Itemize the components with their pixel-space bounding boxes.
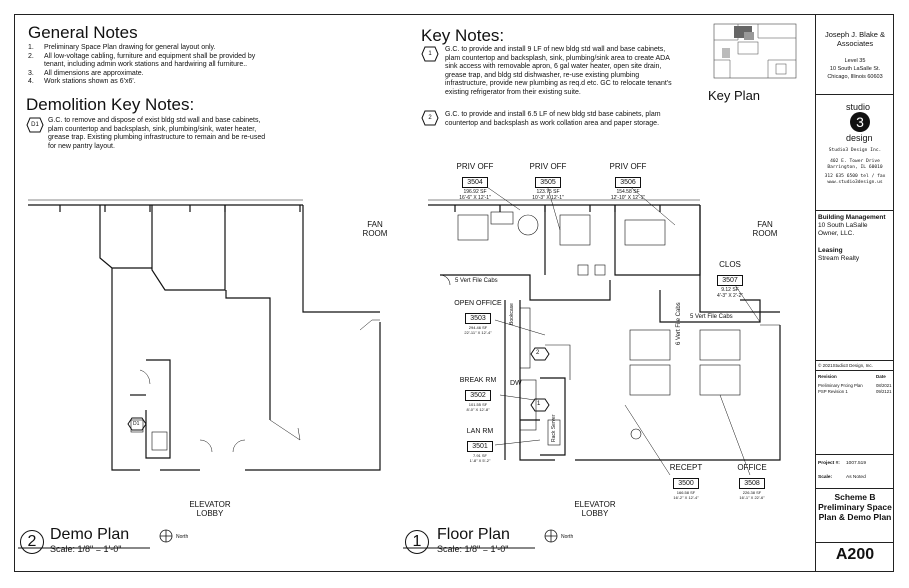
demo-plan-tag: D1 [133,421,140,427]
general-note: 2. All low-voltage cabling, furniture and equipment shall be provided by tenant, including admin work stations and hardwiring all furniture.. [28,52,256,68]
floor-plan-scale: Scale: 1/8" = 1'-0" [437,544,509,554]
dw-label: DW [510,380,522,387]
demo-plan-walls [28,200,380,470]
project-label: Project #: [818,461,840,466]
key-note-hex-2-label: 2 [428,115,432,121]
general-notes-title: General Notes [28,23,138,42]
revision-label: Revision [818,374,837,379]
studio-web: www.studio3design.us [827,180,883,185]
leasing-title: Leasing [818,247,843,254]
mgmt-line-1: 10 South LaSalle [818,222,868,229]
mgmt-title: Building Management [818,214,886,221]
demolition-notes-title: Demolition Key Notes: [26,95,195,114]
room-3507: CLOS 3507 9.12 SF 4'-3" X 2'-2" [716,260,744,299]
studio-address-2: Barrington, IL 60010 [827,165,883,170]
revision-row-1-date: 08/2021 [876,383,892,388]
studio-logo-mark: 3 [850,112,870,132]
room-3501: LAN RM 3501 7.91 SF 1'-8" X 5'-2" [466,428,494,463]
scheme-title: Scheme B Preliminary Space Plan & Demo Plan [818,492,892,522]
demo-plan-number: 2 [20,530,44,554]
firm-level: Level 35 [844,58,866,64]
key-tag-2: 2 [536,350,540,356]
demo-plan-title: Demo Plan [50,526,130,543]
sheet-number: A200 [835,546,875,563]
floor-plan-number: 1 [405,530,429,554]
demolition-hex-label: D1 [31,122,39,128]
room-3506: PRIV OFF 3506 154.58 SF 12'-10" X 12'-1" [609,162,647,201]
file-cabs-3: 6 Vert File Cabs [676,302,682,345]
scale-label: Scale: [818,475,833,480]
copyright: © 2021Studio3 Design, Inc. [818,363,873,368]
date-label: Date [876,374,886,379]
studio-logo-bottom: design [846,133,873,143]
studio-name: Studio3 Design Inc. [828,148,882,153]
key-plan-label: Key Plan [708,88,761,103]
rack-label: Rack Server [551,414,557,442]
room-3508: OFFICE 3508 226.38 SF 16'-1" X 22'-6" [737,463,767,500]
file-cabs-2: 5 Vert File Cabs [690,314,733,320]
bookcase-label: Bookcase [509,303,515,325]
room-3505: PRIV OFF 3505 123.75 SF 10'-3" X 12'-1" [529,162,567,201]
room-3500: RECEPT 3500 166.58 SF 16'-2" X 12'-4" [669,463,703,500]
project-value: 1007.519 [846,461,867,466]
firm-name: Joseph J. Blake & Associates [824,30,886,48]
general-note: 3. All dimensions are approximate. [28,69,144,77]
demo-fan-room: FAN ROOM [362,220,388,238]
file-cabs-1: 5 Vert File Cabs [455,278,498,284]
demo-north-label: North [176,534,189,540]
studio-phone: 312 635 6500 tel / fax [824,174,886,179]
room-3503: OPEN OFFICE 3503 294.46 SF 22'-11" X 12'-4" [454,300,502,335]
key-note-2: G.C. to provide and install 6.5 LF of new bldg std base cabinets, plam countertop and backsplash as work collation area and paper storage. [445,111,661,127]
leasing-line-1: Stream Realty [818,255,860,262]
general-note: 1. Preliminary Space Plan drawing for general layout only. [28,44,216,51]
mgmt-line-2: Owner, LLC. [818,230,855,237]
studio-address-1: 402 E. Tower Drive [830,159,880,164]
floor-fan-room: FAN ROOM [752,220,778,238]
demolition-note: G.C. to remove and dispose of exist bldg std wall and base cabinets, plam countertop and backsplash, sink, plumbing/sink, water heater, grease trap. Existing plumbing infrastructure to remain and be re-used for new pantry layout. [48,117,266,150]
firm-address-2: Chicago, Illinois 60603 [827,74,883,80]
key-note-hex-1-label: 1 [428,51,432,57]
key-notes-title: Key Notes: [421,26,505,45]
leader-lines [474,178,760,475]
floor-north-label: North [561,534,574,540]
room-3502: BREAK RM 3502 101.55 SF 8'-0" X 12'-8" [459,377,497,412]
revision-row-2-name: PSP Revision 1 [818,389,848,394]
key-note-1: G.C. to provide and install 9 LF of new bldg std wall and base cabinets, plam countertop and backsplash, sink, plumbing/sink area to create ADA sink access with removable apron, 6 gal water heater, open site drain, grease trap, and bldg std dishwasher, re-use existing plumbing infrastructure, provide new plumbing as req.d etc. GC to relocate tenant's existing refrigerator from their existing suite. [445,46,672,96]
room-3504: PRIV OFF 3504 196.92 SF 16'-6" X 12'-1" [456,162,494,201]
revision-row-1-name: Preliminary Prcing Plan [818,383,863,388]
revision-row-2-date: 09/2121 [876,389,892,394]
key-tag-1: 1 [537,401,541,407]
general-note: 4. Work stations shown as 6'x6'. [28,78,136,85]
floor-elevator-lobby: ELEVATOR LOBBY [574,500,616,518]
demo-plan-scale: Scale: 1/8" = 1'-0" [50,544,122,554]
scale-value: As Noted [846,475,866,480]
studio-logo-top: studio [846,102,871,112]
demo-elevator-lobby: ELEVATOR LOBBY [189,500,231,518]
firm-address-1: 10 South LaSalle St. [829,66,881,72]
floor-plan-title: Floor Plan [437,526,510,543]
